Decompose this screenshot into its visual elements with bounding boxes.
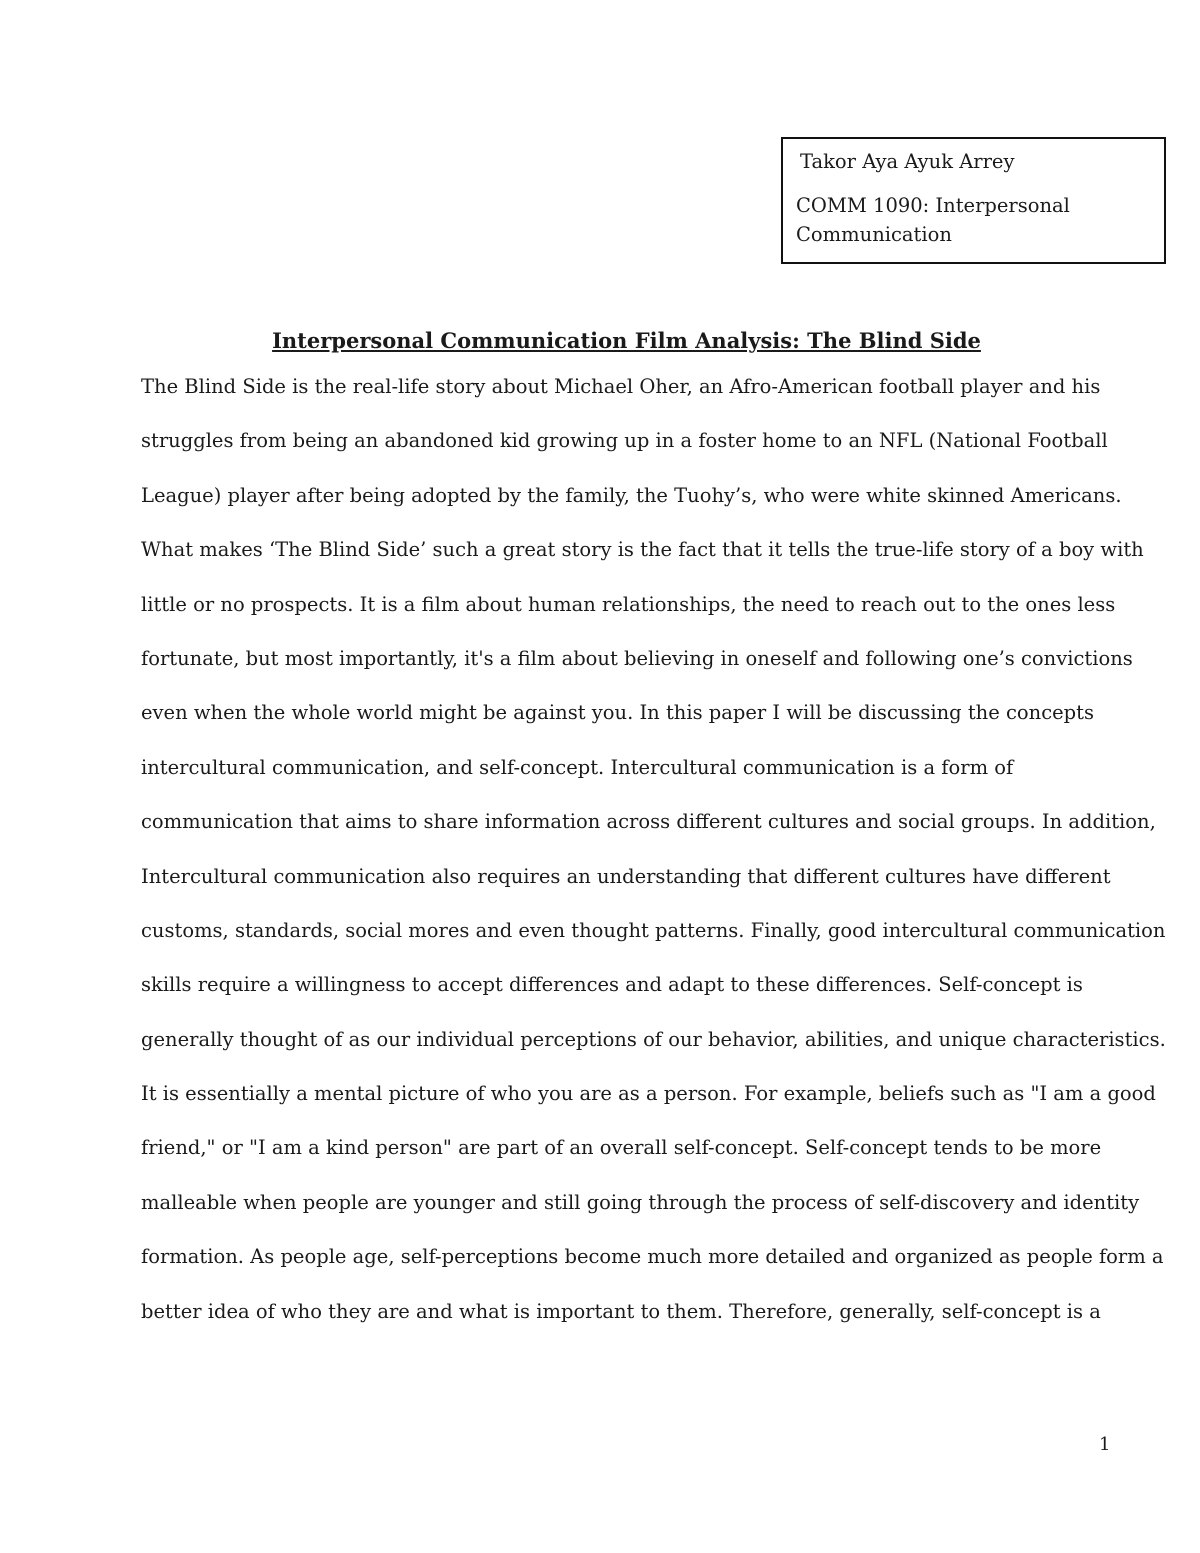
body-line: even when the whole world might be against you. In this paper I will be discussing the concepts	[141, 701, 1094, 725]
author-name: Takor Aya Ayuk Arrey	[800, 150, 1015, 173]
course-name: COMM 1090: Interpersonal Communication	[796, 194, 1070, 246]
body-line: fortunate, but most importantly, it's a film about believing in oneself and following one’s convictions	[141, 646, 1133, 670]
body-line: intercultural communication, and self-concept. Intercultural communication is a form of	[141, 755, 1014, 779]
author-info-box	[781, 137, 1166, 264]
body-line: communication that aims to share information across different cultures and social groups. In addition,	[141, 810, 1156, 834]
body-paragraph	[141, 368, 1166, 1347]
body-line: little or no prospects. It is a film about human relationships, the need to reach out to the ones less	[141, 592, 1116, 616]
body-line: League) player after being adopted by the family, the Tuohy’s, who were white skinned Americans.	[141, 483, 1122, 507]
body-line: The Blind Side is the real-life story about Michael Oher, an Afro-American football player and his	[141, 375, 1101, 398]
document-title: Interpersonal Communication Film Analysis: The Blind Side	[272, 328, 981, 353]
body-line: struggles from being an abandoned kid growing up in a foster home to an NFL (National Football	[141, 429, 1108, 453]
page-number: 1	[1099, 1434, 1111, 1455]
body-line: malleable when people are younger and still going through the process of self-discovery and identity	[141, 1190, 1140, 1214]
body-line: It is essentially a mental picture of who you are as a person. For example, beliefs such as "I am a good	[141, 1082, 1156, 1106]
body-line: customs, standards, social mores and even thought patterns. Finally, good intercultural communication	[141, 918, 1166, 942]
body-line: generally thought of as our individual perceptions of our behavior, abilities, and unique characteristics.	[141, 1027, 1166, 1051]
body-line: formation. As people age, self-perceptions become much more detailed and organized as people form a	[141, 1245, 1164, 1269]
body-line: What makes ‘The Blind Side’ such a great story is the fact that it tells the true-life story of a boy with	[141, 538, 1144, 562]
body-line: Intercultural communication also requires an understanding that different cultures have different	[141, 864, 1111, 888]
body-line: skills require a willingness to accept differences and adapt to these differences. Self-concept is	[141, 973, 1083, 997]
body-line: better idea of who they are and what is important to them. Therefore, generally, self-concept is a	[141, 1299, 1101, 1323]
body-line: friend," or "I am a kind person" are part of an overall self-concept. Self-concept tends to be more	[141, 1136, 1102, 1160]
